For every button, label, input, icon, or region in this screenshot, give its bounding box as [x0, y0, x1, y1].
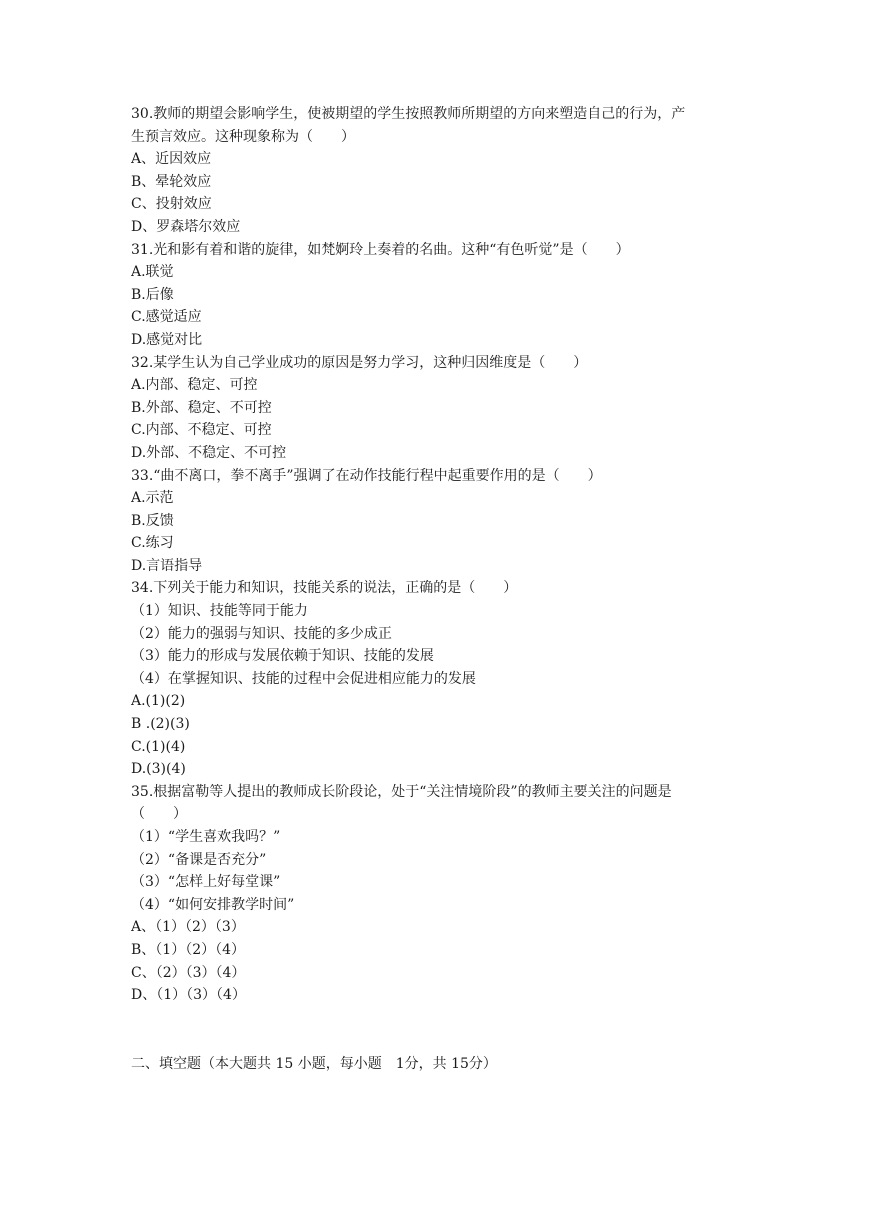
- statement-2: （2）“备课是否充分”: [131, 851, 267, 868]
- statement-4: （4）在掌握知识、技能的过程中会促进相应能力的发展: [131, 670, 476, 687]
- statement-1: （1）“学生喜欢我吗？”: [131, 829, 281, 845]
- question-32: [131, 352, 743, 465]
- option-d: D.感觉对比: [131, 331, 203, 348]
- question-31: [131, 239, 743, 352]
- option-c: C.感觉适应: [131, 309, 202, 326]
- option-d: D.外部、不稳定、不可控: [131, 444, 287, 461]
- option-c: C.内部、不稳定、可控: [131, 422, 272, 439]
- question-stem: 34.下列关于能力和知识，技能关系的说法，正确的是（ ）: [131, 580, 518, 597]
- statement-4: （4）“如何安排教学时间”: [131, 896, 295, 913]
- section-gap: [131, 1007, 743, 1053]
- statement-2: （2）能力的强弱与知识、技能的多少成正: [131, 625, 392, 642]
- option-a: A、近因效应: [131, 151, 212, 168]
- question-stem: 32.某学生认为自己学业成功的原因是努力学习，这种归因维度是（ ）: [131, 354, 588, 371]
- option-b: B.反馈: [131, 512, 174, 529]
- question-30: [131, 103, 743, 239]
- question-stem: 35.根据富勒等人提出的教师成长阶段论，处于“关注情境阶段”的教师主要关注的问题是: [131, 783, 672, 800]
- question-stem: （ ）: [131, 806, 187, 823]
- question-33: [131, 465, 743, 578]
- question-stem: 33.“曲不离口，拳不离手”强调了在动作技能行程中起重要作用的是（ ）: [131, 467, 602, 484]
- option-d: D、罗森塔尔效应: [131, 218, 241, 235]
- option-a: A.联觉: [131, 264, 174, 281]
- option-d: D.言语指导: [131, 557, 203, 574]
- option-b: B.外部、稳定、不可控: [131, 399, 272, 416]
- option-d: D.(3)(4): [131, 761, 186, 778]
- option-c: C、投射效应: [131, 196, 212, 213]
- option-a: A、（1）（2）（3）: [131, 919, 245, 936]
- statement-1: （1）知识、技能等同于能力: [131, 603, 308, 620]
- option-a: A.示范: [131, 490, 174, 507]
- option-a: A.内部、稳定、可控: [131, 377, 258, 394]
- section-heading: 二、填空题（本大题共 15 小题，每小题 1分，共 15分）: [131, 1055, 497, 1072]
- option-b: B.后像: [131, 286, 174, 303]
- question-stem: 生预言效应。这种现象称为（ ）: [131, 128, 355, 145]
- option-b: B、（1）（2）（4）: [131, 941, 246, 958]
- option-b: B .(2)(3): [131, 716, 190, 733]
- question-stem: 31.光和影有着和谐的旋律，如梵婀玲上奏着的名曲。这种“有色听觉”是（ ）: [131, 241, 630, 258]
- statement-3: （3）能力的形成与发展依赖于知识、技能的发展: [131, 648, 434, 665]
- question-34: [131, 577, 743, 780]
- option-c: C.(1)(4): [131, 738, 186, 755]
- question-list: [131, 103, 743, 1075]
- statement-3: （3）“怎样上好每堂课”: [131, 874, 281, 891]
- question-35: [131, 781, 743, 1007]
- option-c: C、（2）（3）（4）: [131, 964, 246, 981]
- option-a: A.(1)(2): [131, 693, 186, 710]
- question-stem: 30.教师的期望会影响学生，使被期望的学生按照教师所期望的方向来塑造自己的行为，产: [131, 106, 686, 122]
- option-b: B、晕轮效应: [131, 173, 212, 190]
- option-c: C.练习: [131, 535, 174, 552]
- option-d: D、（1）（3）（4）: [131, 987, 246, 1004]
